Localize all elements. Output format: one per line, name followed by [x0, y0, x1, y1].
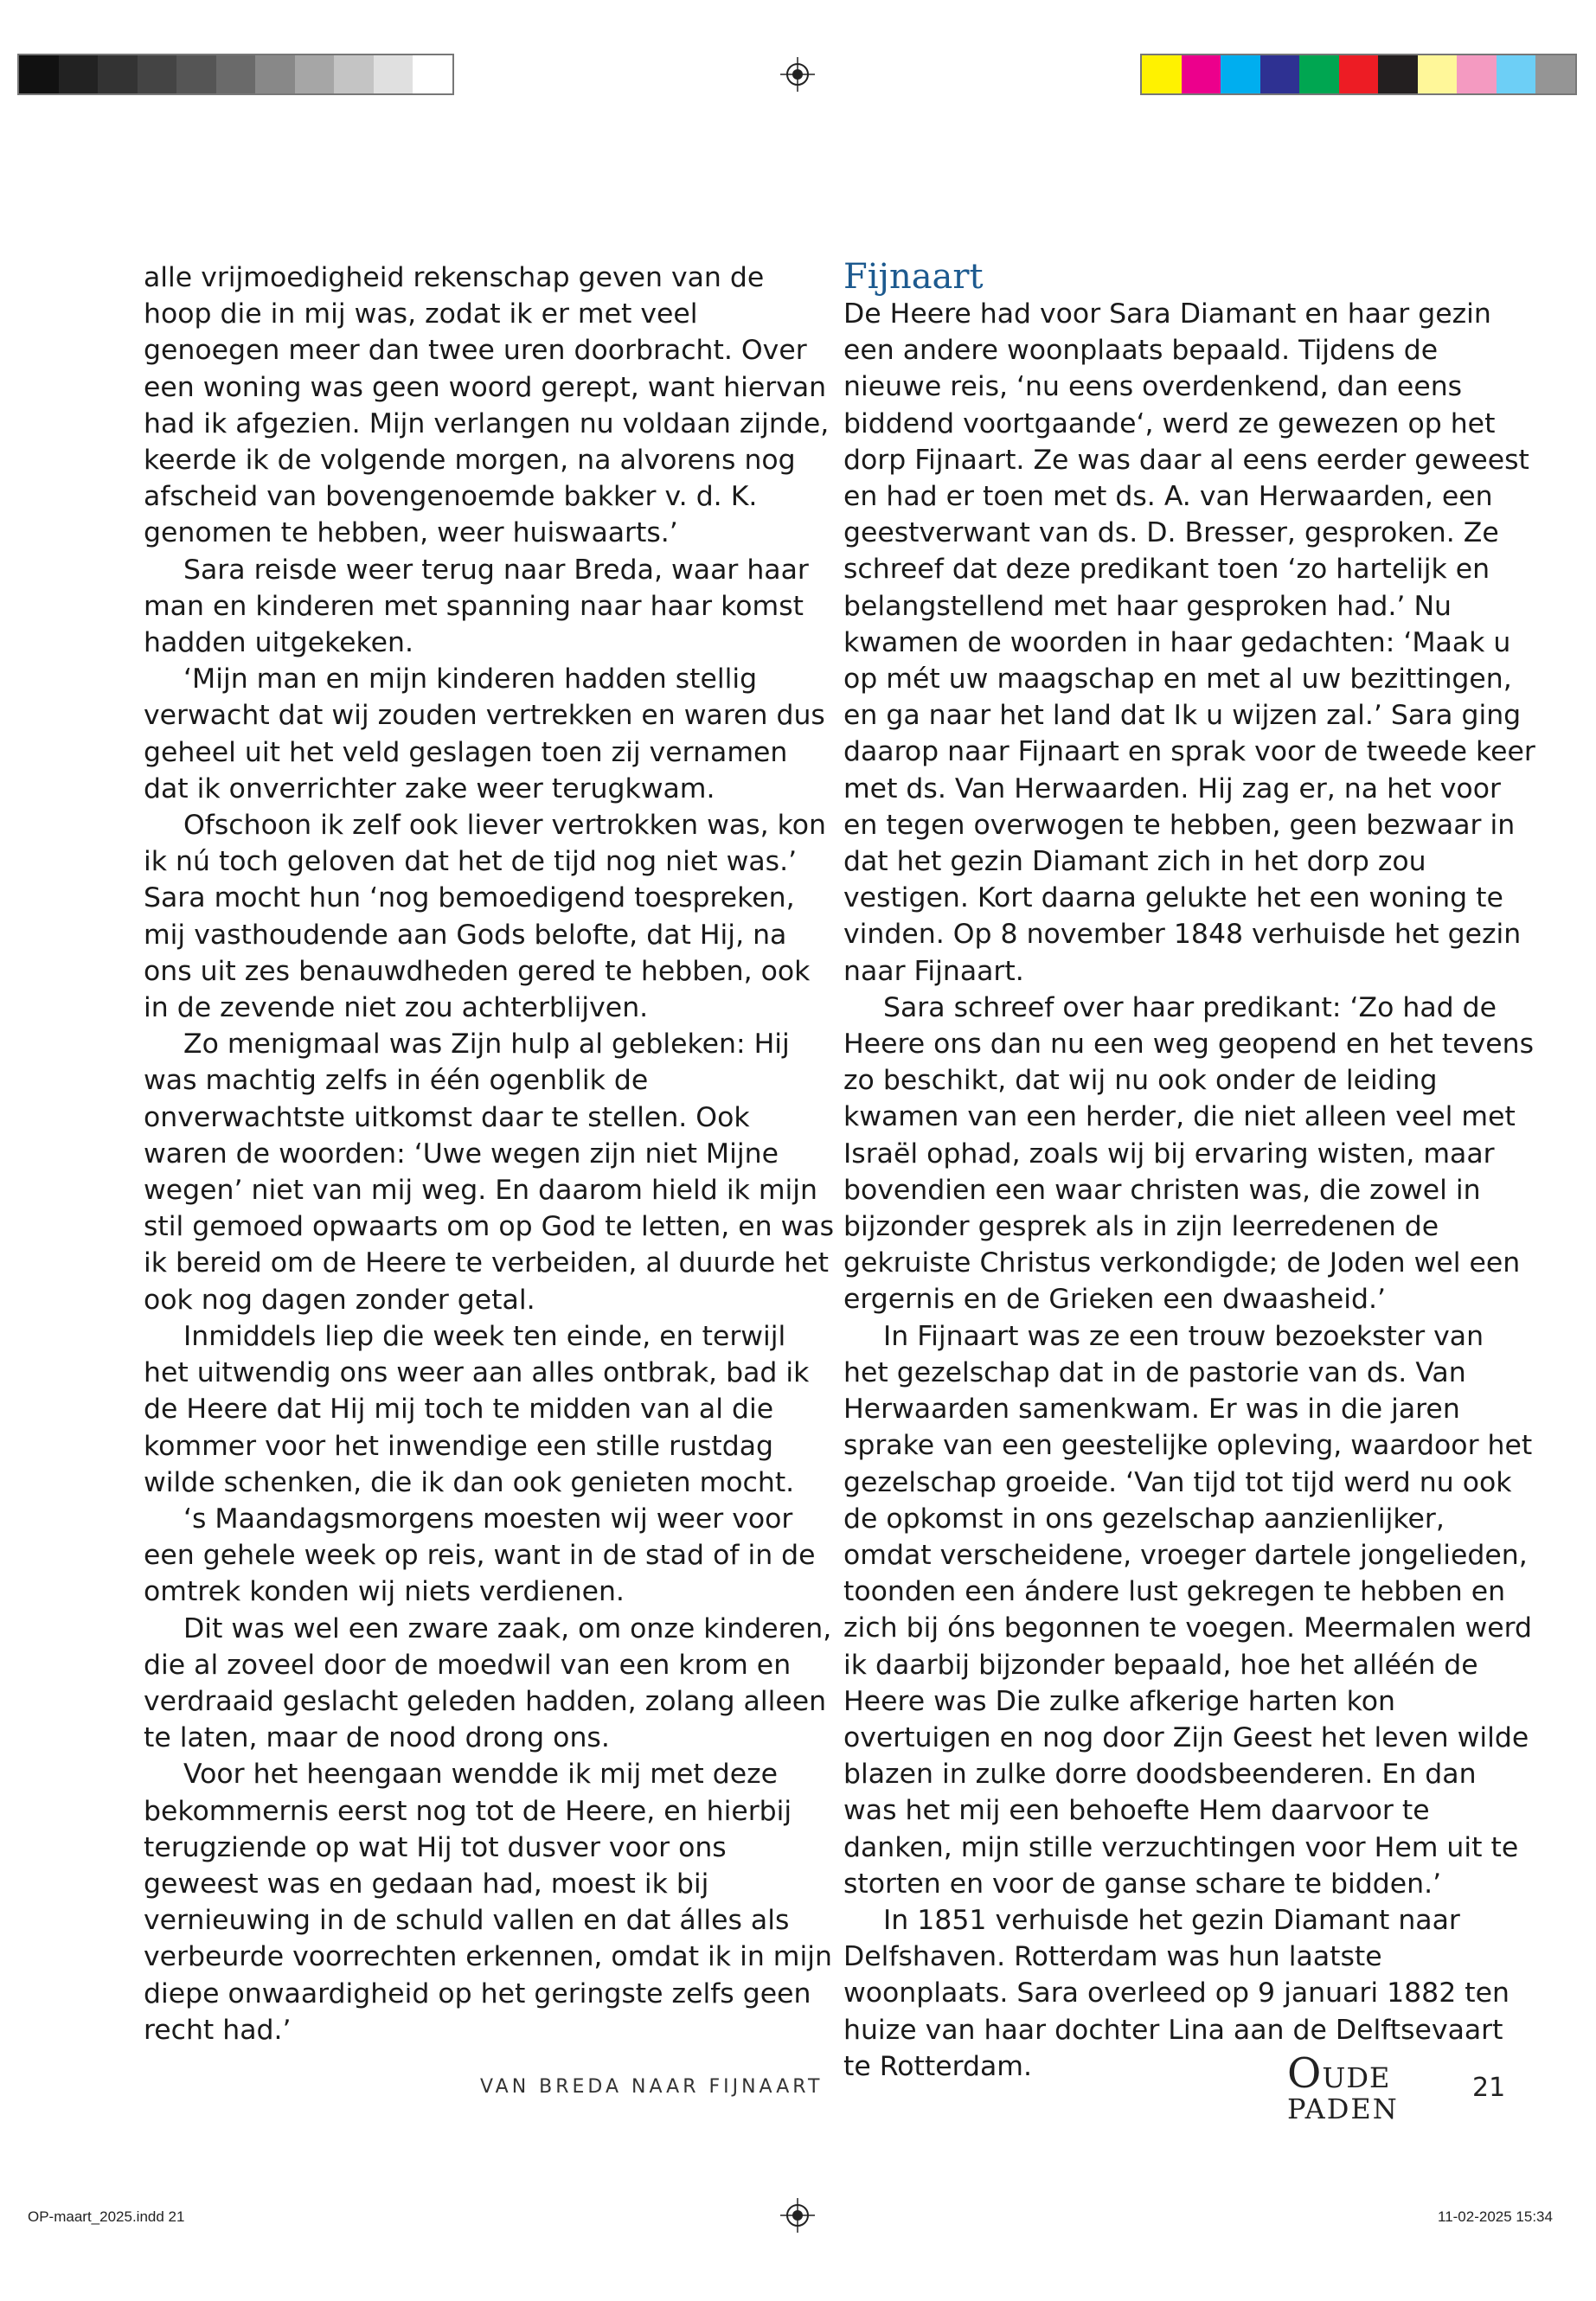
- grayscale-color-bar: [17, 54, 454, 95]
- color-swatch: [1497, 55, 1536, 93]
- paragraph: Dit was wel een zware zaak, om onze kinderen, die al zoveel door de moedwil van een krom en verdraaid geslacht geleden hadden, zolang alleen te laten, maar de nood drong ons.: [144, 1612, 832, 1754]
- registration-mark-icon: [780, 57, 815, 92]
- slug-file-info: OP-maart_2025.indd 21: [28, 2208, 185, 2225]
- gray-swatch: [295, 55, 335, 93]
- gray-swatch: [19, 55, 59, 93]
- paragraph: De Heere had voor Sara Diamant en haar gezin een andere woonplaats bepaald. Tijdens de nieuwe reis, ‘nu eens overdenkend, dan eens biddend voortgaande‘, werd ze gewezen op het dorp Fijnaart. Ze was daar al eens eerder geweest en had er toen met ds. A. van Herwaarden, een geestverwant van ds. D. Bresser, gesproken. Ze schreef dat deze predikant toen ‘zo hartelijk en belangstellend met haar gesproken had.’ Nu kwamen de woorden in haar gedachten: ‘Maak u op mét uw maagschap en met al uw bezittingen, en ga naar het land dat Ik u wijzen zal.’ Sara ging daarop naar Fijnaart en sprak voor de tweede keer met ds. Van Herwaarden. Hij zag er, na het voor en tegen overwogen te hebben, geen bezwaar in dat het gezin Diamant zich in het dorp zou vestigen. Kort daarna gelukte het een woning te vinden. Op 8 november 1848 verhuisde het gezin naar Fijnaart.: [843, 298, 1535, 987]
- page-number: 21: [1472, 2073, 1506, 2103]
- color-swatch: [1260, 55, 1300, 93]
- color-swatch: [1339, 55, 1379, 93]
- paragraph: Sara reisde weer terug naar Breda, waar haar man en kinderen met spanning naar haar komst hadden uitgekeken.: [144, 554, 809, 659]
- section-heading: Fijnaart: [843, 257, 984, 297]
- gray-swatch: [216, 55, 256, 93]
- gray-swatch: [334, 55, 374, 93]
- color-swatch: [1535, 55, 1575, 93]
- paragraph: Ofschoon ik zelf ook liever vertrokken was, kon ik nú toch geloven dat het de tijd nog niet was.’ Sara mocht hun ‘nog bemoedigend toespreken, mij vasthoudende aan Gods belofte, dat Hij, na ons uit zes benauwdheden gered te hebben, ook in de zevende niet zou achterblijven.: [144, 810, 826, 1024]
- color-swatch: [1221, 55, 1260, 93]
- gray-swatch: [413, 55, 452, 93]
- paragraph: ‘s Maandagsmorgens moesten wij weer voor een gehele week op reis, want in de stad of in de omtrek konden wij niets verdienen.: [144, 1503, 816, 1608]
- color-swatch: [1299, 55, 1339, 93]
- gray-swatch: [176, 55, 216, 93]
- left-text-column: [144, 260, 836, 2048]
- color-swatch: [1142, 55, 1182, 93]
- paragraph: In Fijnaart was ze een trouw bezoekster van het gezelschap dat in de pastorie van ds. Van Herwaarden samenkwam. Er was in die jaren sprake van een geestelijke opleving, waardoor het gezelschap groeide. ‘Van tijd tot tijd werd nu ook de opkomst in ons gezelschap aanzienlijker, omdat verscheidene, vroeger dartele jongelieden, toonden een ándere lust gekregen te hebben en zich bij óns begonnen te voegen. Meermalen werd ik daarbij bijzonder bepaald, hoe het alléén de Heere was Die zulke afkerige harten kon overtuigen en nog door Zijn Geest het leven wilde blazen in zulke dorre doodsbeenderen. En dan was het mij een behoefte Hem daarvoor te danken, mijn stille verzuchtingen voor Hem uit te storten en voor de ganse schare te bidden.’: [843, 1320, 1533, 1900]
- color-swatch: [1418, 55, 1458, 93]
- paragraph: Sara schreef over haar predikant: ‘Zo had de Heere ons dan nu een weg geopend en het tevens zo beschikt, dat wij nu ook onder de leiding kwamen van een herder, die niet alleen veel met Israël ophad, zoals wij bij ervaring wisten, maar bovendien een waar christen was, die zowel in bijzonder gesprek als in zijn leerredenen de gekruiste Christus verkondigde; de Joden wel een ergernis en de Grieken een dwaasheid.’: [843, 991, 1535, 1316]
- paragraph: ‘Mijn man en mijn kinderen hadden stellig verwacht dat wij zouden vertrekken en waren dus geheel uit het veld geslagen toen zij vernamen dat ik onverrichter zake weer terugkwam.: [144, 663, 825, 804]
- logo-line-1: [1287, 2049, 1417, 2098]
- registration-mark-icon: [780, 2198, 815, 2233]
- slug-date-info: 11-02-2025 15:34: [1438, 2208, 1553, 2225]
- process-color-bar: [1140, 54, 1577, 95]
- logo-rest: UDE: [1322, 2061, 1391, 2094]
- paragraph: Inmiddels liep die week ten einde, en terwijl het uitwendig ons weer aan alles ontbrak, bad ik de Heere dat Hij mij toch te midden van al die kommer voor het inwendige een stille rustdag wilde schenken, die ik dan ook genieten mocht.: [144, 1320, 810, 1498]
- right-text-column: [843, 257, 1535, 2085]
- gray-swatch: [255, 55, 295, 93]
- gray-swatch: [98, 55, 138, 93]
- magazine-logo: [1287, 2049, 1417, 2125]
- paragraph: Voor het heengaan wendde ik mij met deze bekommernis eerst nog tot de Heere, en hierbij terugziende op wat Hij tot dusver voor ons geweest was en gedaan had, moest ik bij vernieuwing in de schuld vallen en dat álles als verbeurde voorrechten erkennen, omdat ik in mijn diepe onwaardigheid op het geringste zelfs geen recht had.’: [144, 1759, 832, 2046]
- color-swatch: [1182, 55, 1221, 93]
- paragraph: alle vrijmoedigheid rekenschap geven van de hoop die in mij was, zodat ik er met veel genoegen meer dan twee uren doorbracht. Over een woning was geen woord gerept, want hiervan had ik afgezien. Mijn verlangen nu voldaan zijnde, keerde ik de volgende morgen, na alvorens nog afscheid van bovengenoemde bakker v. d. K. genomen te hebben, weer huiswaarts.’: [144, 262, 830, 549]
- gray-swatch: [138, 55, 177, 93]
- color-swatch: [1457, 55, 1497, 93]
- gray-swatch: [374, 55, 413, 93]
- logo-line-2: PADEN: [1287, 2093, 1399, 2125]
- gray-swatch: [59, 55, 99, 93]
- paragraph: Zo menigmaal was Zijn hulp al gebleken: Hij was machtig zelfs in één ogenblik de onverwachtste uitkomst daar te stellen. Ook waren de woorden: ‘Uwe wegen zijn niet Mijne wegen’ niet van mij weg. En daarom hield ik mijn stil gemoed opwaarts om op God te letten, en was ik bereid om de Heere te verbeiden, al duurde het ook nog dagen zonder getal.: [144, 1029, 835, 1316]
- logo-initial: O: [1287, 2049, 1323, 2098]
- running-title: VAN BREDA NAAR FIJNAART: [480, 2076, 824, 2098]
- paragraph: In 1851 verhuisde het gezin Diamant naar Delfshaven. Rotterdam was hun laatste woonplaats. Sara overleed op 9 januari 1882 ten huize van haar dochter Lina aan de Delftsevaart te Rotterdam.: [843, 1904, 1509, 2082]
- color-swatch: [1378, 55, 1418, 93]
